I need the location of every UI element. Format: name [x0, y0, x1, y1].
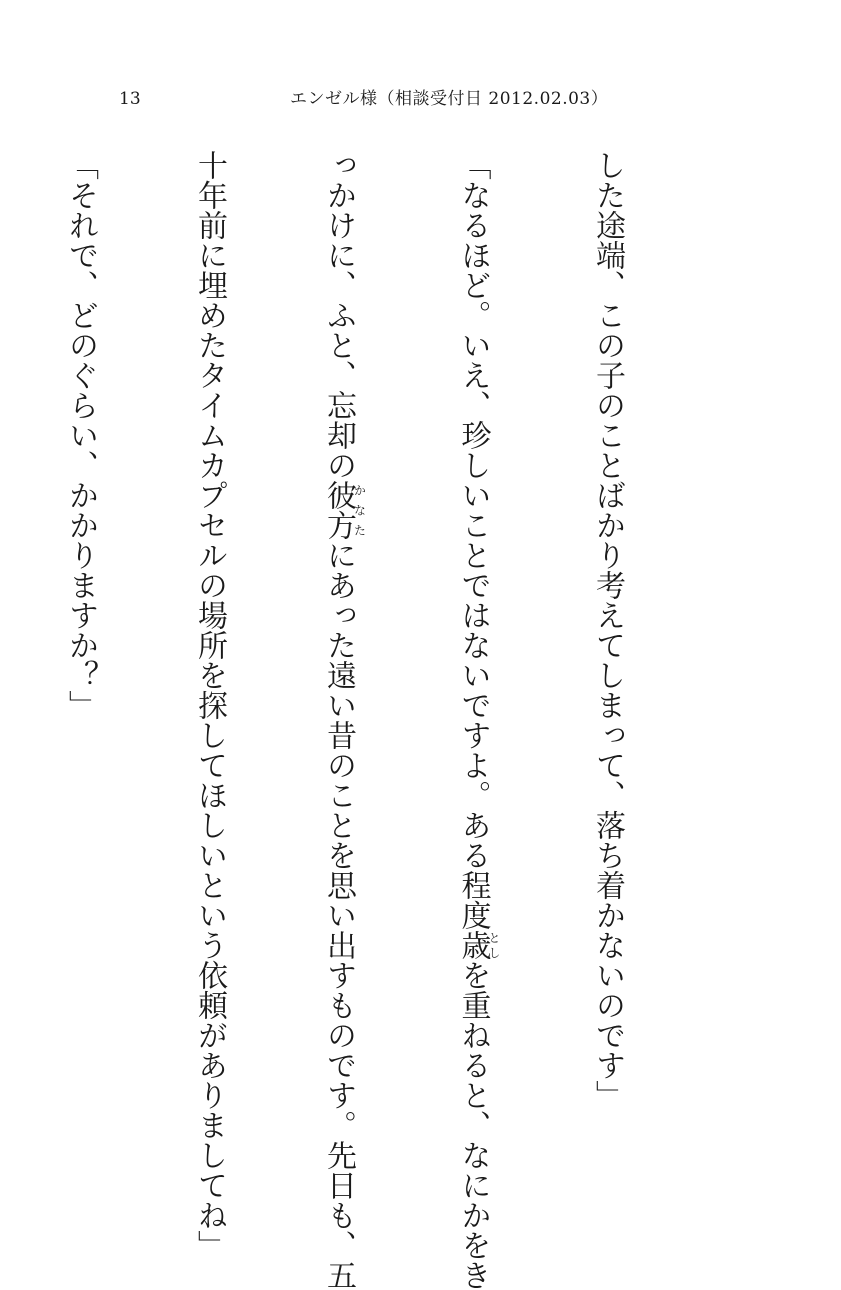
text-line: っかけに、ふと、忘却の彼方かなたにあった遠い昔のことを思い出すものです。先日も、五	[321, 150, 367, 1290]
vertical-body-text	[0, 150, 715, 1290]
ruby-reading: とし	[487, 930, 501, 960]
running-head: エンゼル様（相談受付日 2012.02.03）	[290, 89, 609, 109]
page-header	[0, 84, 841, 114]
text-line: 「なるほど。いえ、珍しいことではないですよ。ある程度歳としを重ねると、なにかをき	[455, 150, 501, 1290]
text-line: 「それで、どのぐらい、かかりますか？」	[63, 150, 98, 720]
ruby-reading: かなた	[352, 480, 367, 540]
text-line: した途端、この子のことばかり考えてしまって、落ち着かないのです」	[590, 150, 625, 1110]
page-number: 13	[119, 89, 141, 109]
text-line: 十年前に埋めたタイムカプセルの場所を探してほしいという依頼がありましてね」	[192, 150, 227, 1260]
